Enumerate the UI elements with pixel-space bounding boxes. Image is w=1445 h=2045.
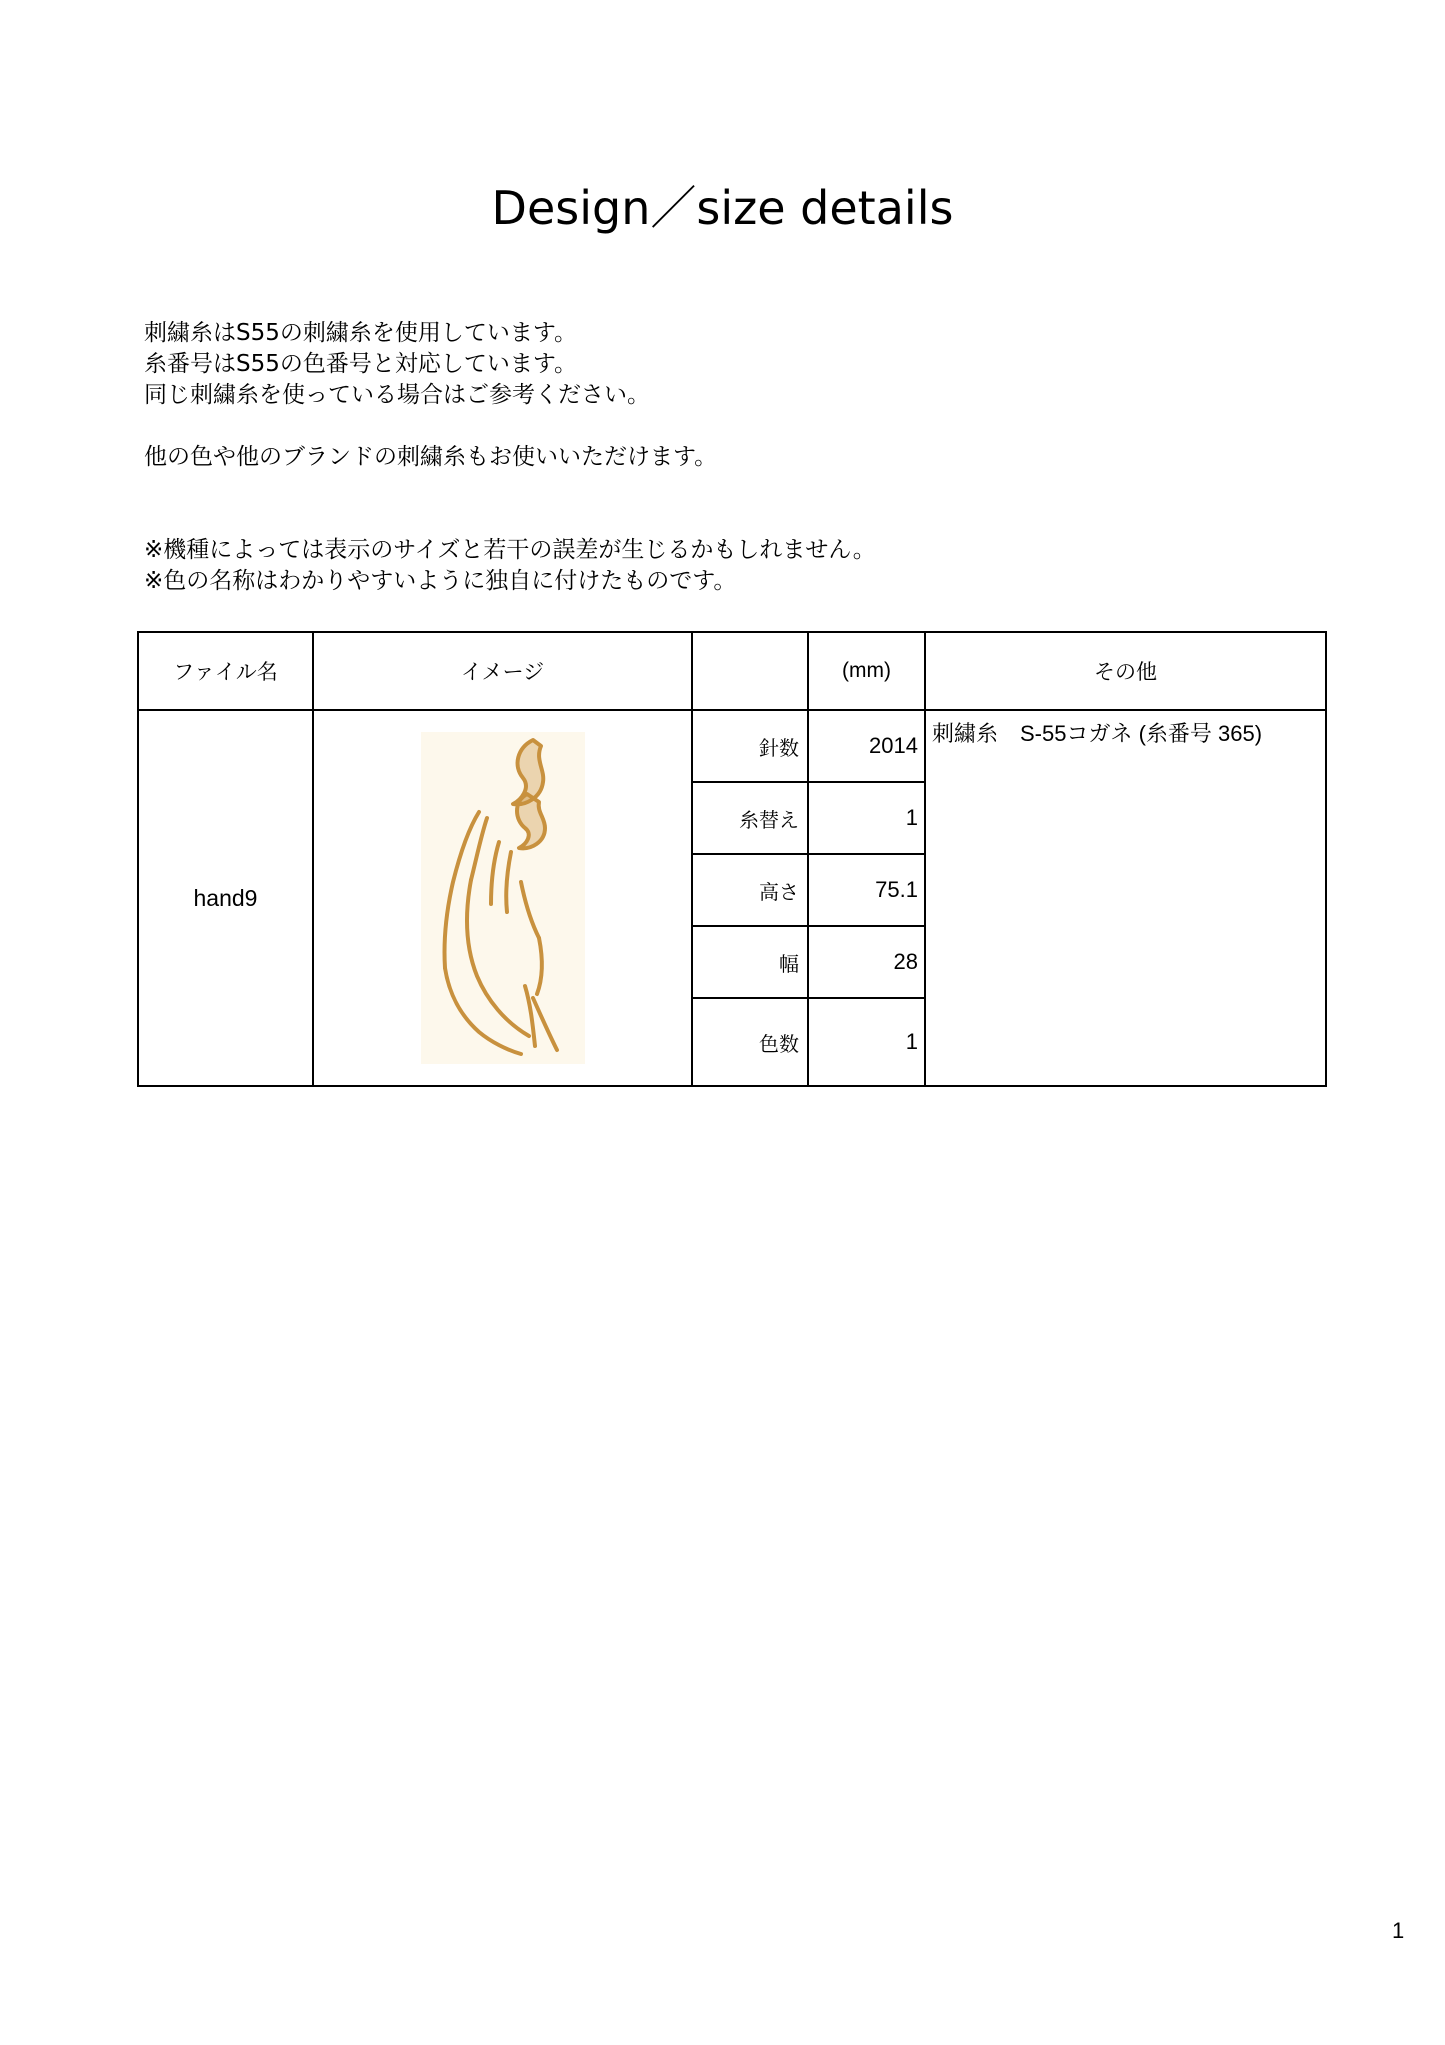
hand-embroidery-icon [421, 732, 585, 1064]
spec-label: 糸替え [692, 782, 808, 854]
spec-label: 色数 [692, 998, 808, 1086]
other-cell: 刺繍糸 S-55コガネ (糸番号 365) [925, 710, 1326, 1086]
spec-value: 28 [808, 926, 925, 998]
note-line: ※機種によっては表示のサイズと若干の誤差が生じるかもしれません。 [144, 537, 876, 563]
file-name-cell: hand9 [138, 710, 313, 1086]
header-image: イメージ [313, 632, 692, 710]
table-header-row [138, 632, 1326, 710]
table-row [138, 710, 1326, 782]
page-title: Design／size details [491, 181, 954, 235]
notes-block [144, 318, 876, 597]
design-spec-table [137, 631, 1327, 1087]
spec-label: 針数 [692, 710, 808, 782]
spec-value: 1 [808, 998, 925, 1086]
header-file-name: ファイル名 [138, 632, 313, 710]
page-number: 1 [1392, 1918, 1405, 1943]
spec-value: 1 [808, 782, 925, 854]
header-other: その他 [925, 632, 1326, 710]
note-line: ※色の名称はわかりやすいように独自に付けたものです。 [144, 568, 737, 594]
header-blank [692, 632, 808, 710]
image-cell [313, 710, 692, 1086]
header-unit: (mm) [808, 632, 925, 710]
spec-value: 75.1 [808, 854, 925, 926]
note-line: 同じ刺繍糸を使っている場合はご参考ください。 [144, 382, 650, 408]
note-line: 刺繍糸はS55の刺繍糸を使用しています。 [144, 320, 578, 346]
spec-label: 幅 [692, 926, 808, 998]
spec-label: 高さ [692, 854, 808, 926]
note-line: 他の色や他のブランドの刺繍糸もお使いいただけます。 [144, 444, 718, 470]
spec-value: 2014 [808, 710, 925, 782]
note-line: 糸番号はS55の色番号と対応しています。 [144, 351, 578, 377]
